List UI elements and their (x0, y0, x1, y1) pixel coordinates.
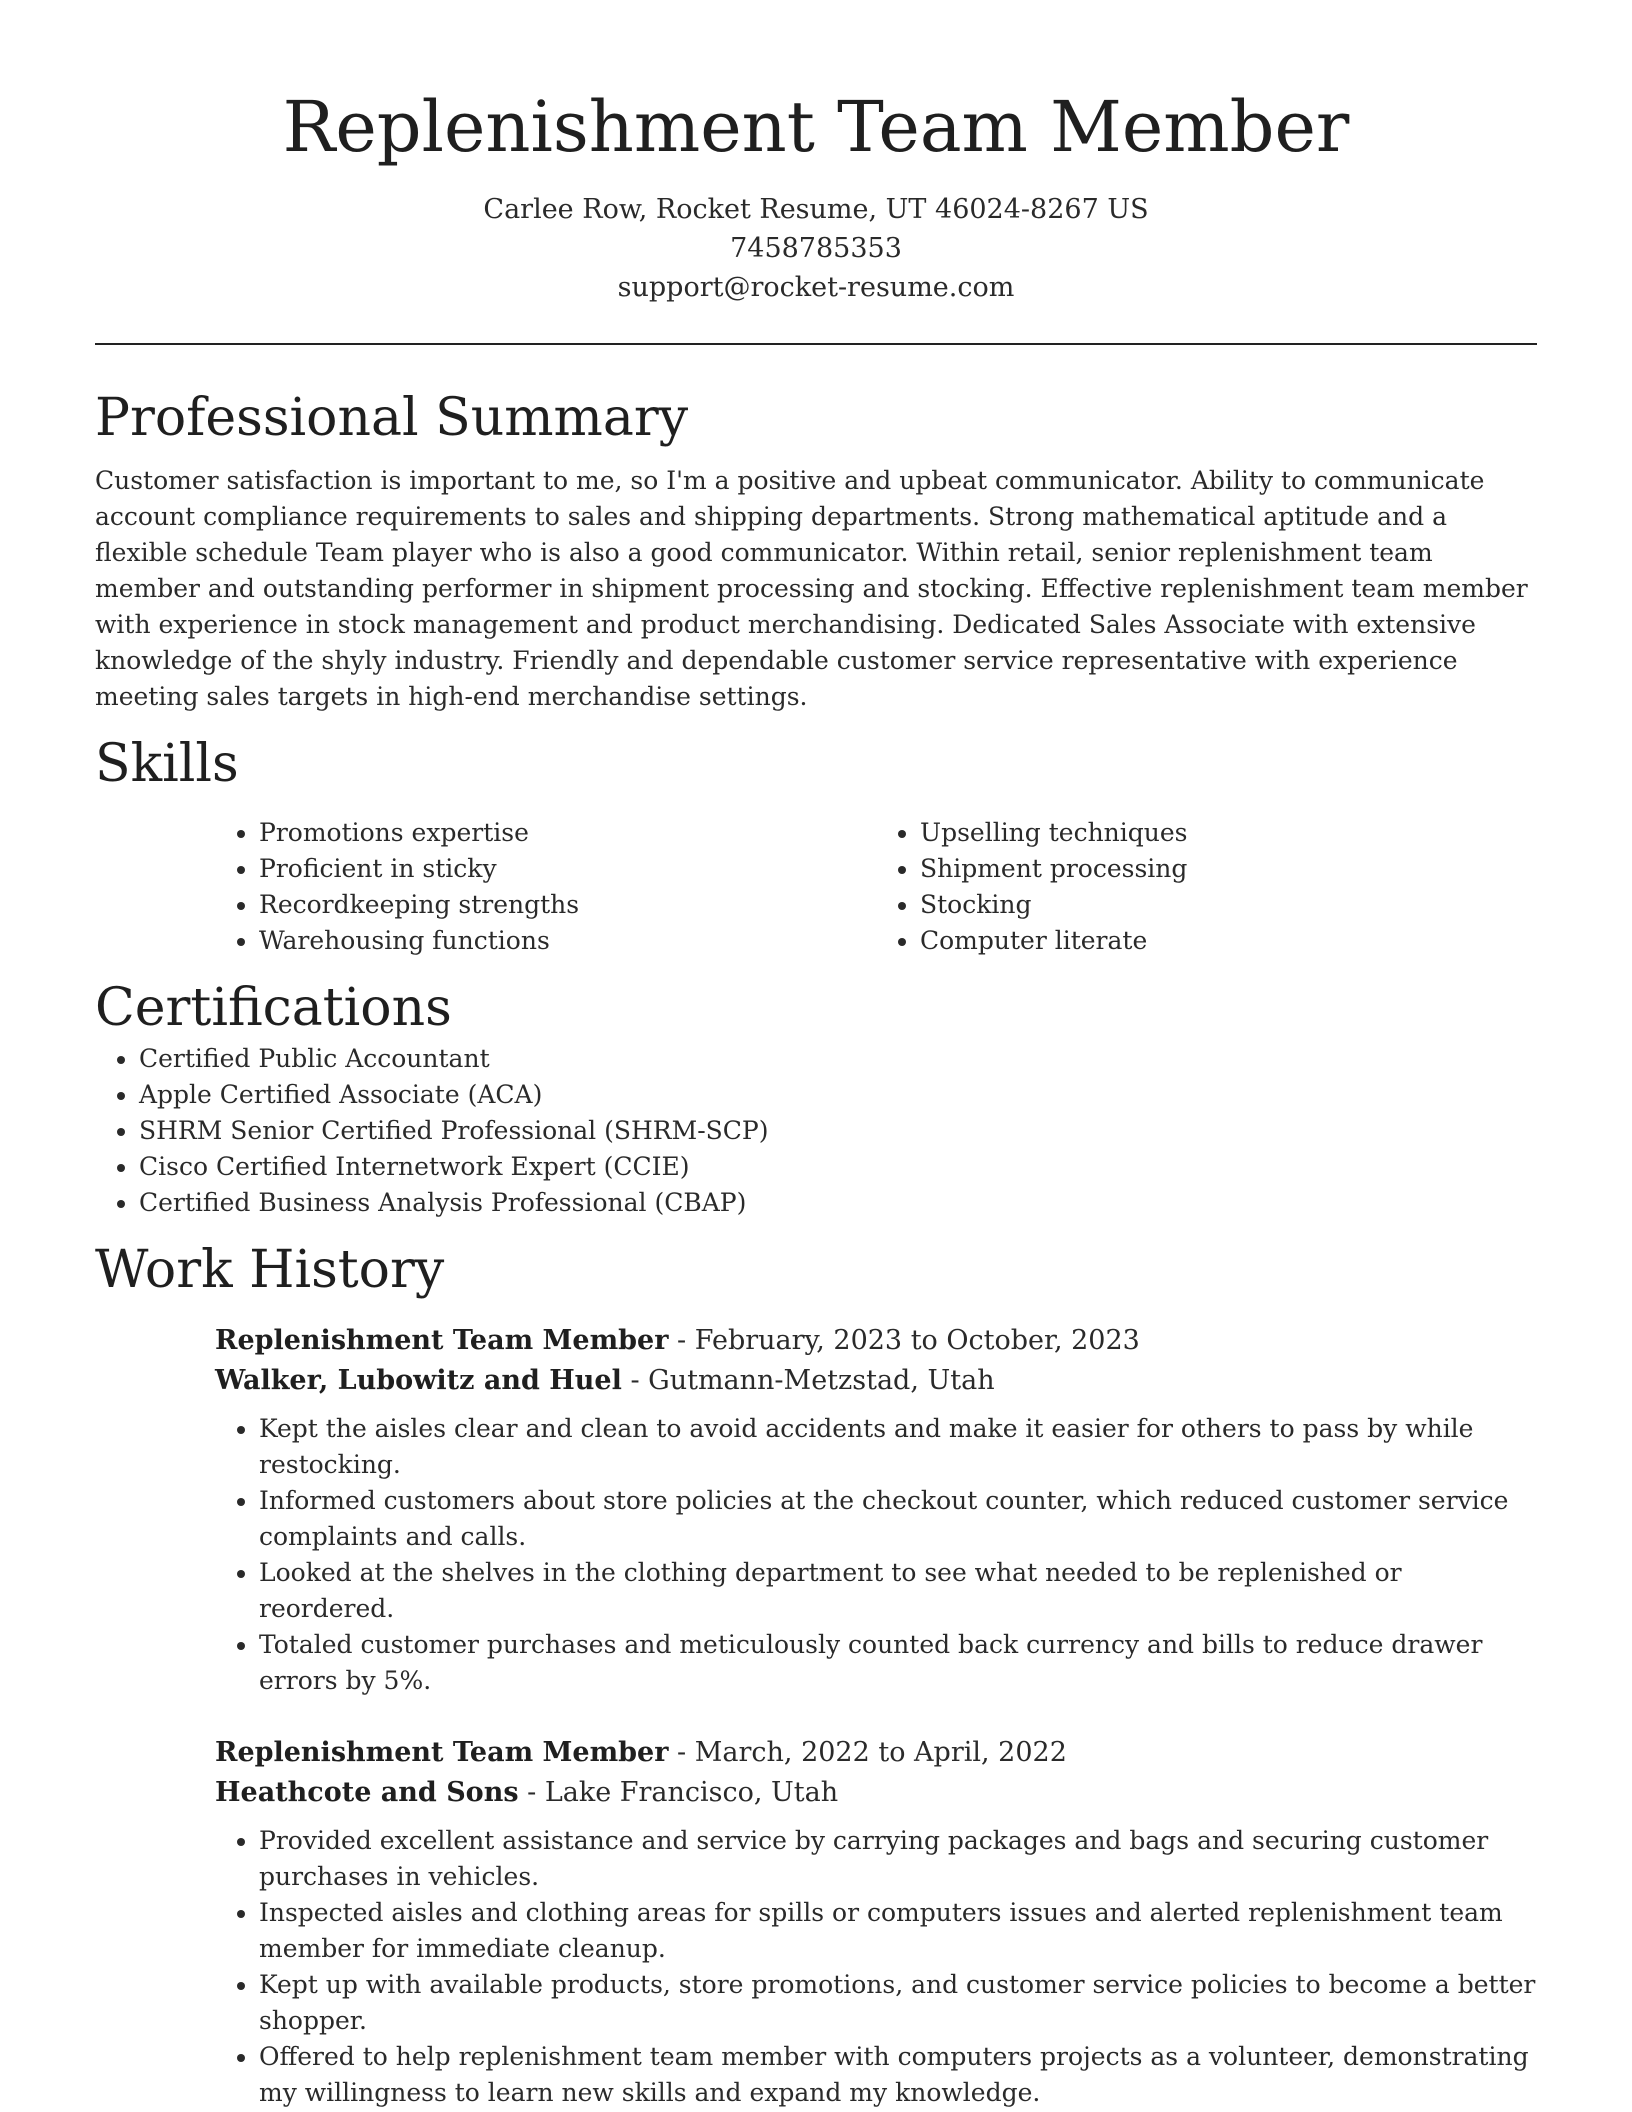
certifications-section (95, 975, 1537, 1221)
skills-heading: Skills (95, 734, 239, 794)
skill-item: • Shipment processing (920, 851, 1537, 887)
job-role: Replenishment Team Member (215, 1325, 669, 1356)
work-history-section (95, 1237, 1537, 2111)
job-bullet: • Offered to help replenishment team member with computers projects as a volunteer, demonstrating my willingness to learn new skills and expand my knowledge. (259, 2039, 1537, 2111)
job-bullet: • Kept the aisles clear and clean to avoid accidents and make it easier for others to pass by while restocking. (259, 1411, 1537, 1483)
job-company: Heathcote and Sons (215, 1777, 519, 1808)
contact-block (95, 190, 1537, 307)
job-location: - Gutmann-Metzstad, Utah (621, 1365, 995, 1396)
certifications-list (95, 1041, 1537, 1221)
job-bullet: • Provided excellent assistance and service by carrying packages and bags and securing customer purchases in vehicles. (259, 1823, 1537, 1895)
certification-item: • Cisco Certified Internetwork Expert (CCIE) (139, 1149, 1537, 1185)
job-role: Replenishment Team Member (215, 1737, 669, 1768)
job-bullets (215, 1411, 1537, 1699)
certification-item: • SHRM Senior Certified Professional (SHRM-SCP) (139, 1113, 1537, 1149)
candidate-name: Replenishment Team Member (282, 86, 1350, 168)
job-entry (215, 1733, 1537, 2111)
job-bullet: • Inspected aisles and clothing areas for spills or computers issues and alerted replenishment team member for immediate cleanup. (259, 1895, 1537, 1967)
skill-item: • Warehousing functions (259, 923, 876, 959)
job-bullet: • Informed customers about store policies at the checkout counter, which reduced customer service complaints and calls. (259, 1483, 1537, 1555)
skill-item: • Recordkeeping strengths (259, 887, 876, 923)
job-dates: - February, 2023 to October, 2023 (668, 1325, 1140, 1356)
job-bullet: • Kept up with available products, store promotions, and customer service policies to become a better shopper. (259, 1967, 1537, 2039)
job-bullet: • Totaled customer purchases and meticulously counted back currency and bills to reduce drawer errors by 5%. (259, 1627, 1537, 1699)
summary-section (95, 385, 1537, 715)
skills-list-left (215, 815, 876, 959)
contact-email: support@rocket-resume.com (617, 272, 1015, 303)
certification-item: • Apple Certified Associate (ACA) (139, 1077, 1537, 1113)
skill-item: • Proficient in sticky (259, 851, 876, 887)
job-company-line (215, 1773, 1537, 1813)
skills-list-right (876, 815, 1537, 959)
header-divider (95, 343, 1537, 345)
certifications-heading: Certifications (95, 978, 452, 1038)
job-bullet: • Looked at the shelves in the clothing department to see what needed to be replenished or reordered. (259, 1555, 1537, 1627)
skill-item: • Upselling techniques (920, 815, 1537, 851)
job-company-line (215, 1361, 1537, 1401)
skills-grid (215, 815, 1537, 959)
resume-header (95, 0, 1537, 307)
skill-item: • Computer literate (920, 923, 1537, 959)
job-bullets (215, 1823, 1537, 2111)
work-history-heading: Work History (95, 1240, 445, 1300)
summary-heading: Professional Summary (95, 388, 689, 448)
certification-item: • Certified Business Analysis Professional (CBAP) (139, 1185, 1537, 1221)
skills-section (95, 731, 1537, 959)
certification-item: • Certified Public Accountant (139, 1041, 1537, 1077)
contact-phone: 7458785353 (730, 233, 902, 264)
skill-item: • Promotions expertise (259, 815, 876, 851)
skill-item: • Stocking (920, 887, 1537, 923)
job-dates: - March, 2022 to April, 2022 (668, 1737, 1067, 1768)
job-entry (215, 1321, 1537, 1699)
summary-text: Customer satisfaction is important to me, so I'm a positive and upbeat communicator. Ability to communicate account compliance requirements to sales and shipping departments. Strong mathematical aptitude and a flexible schedule Team player who is also a good communicator. Within retail, senior replenishment team member and outstanding performer in shipment processing and stocking. Effective replenishment team member with experience in stock management and product merchandising. Dedicated Sales Associate with extensive knowledge of the shyly industry. Friendly and dependable customer service representative with experience meeting sales targets in high-end merchandise settings. (95, 466, 1528, 711)
job-title-line (215, 1733, 1537, 1773)
job-title-line (215, 1321, 1537, 1361)
job-company: Walker, Lubowitz and Huel (215, 1365, 622, 1396)
job-location: - Lake Francisco, Utah (518, 1777, 839, 1808)
contact-address: Carlee Row, Rocket Resume, UT 46024-8267 US (483, 194, 1149, 225)
